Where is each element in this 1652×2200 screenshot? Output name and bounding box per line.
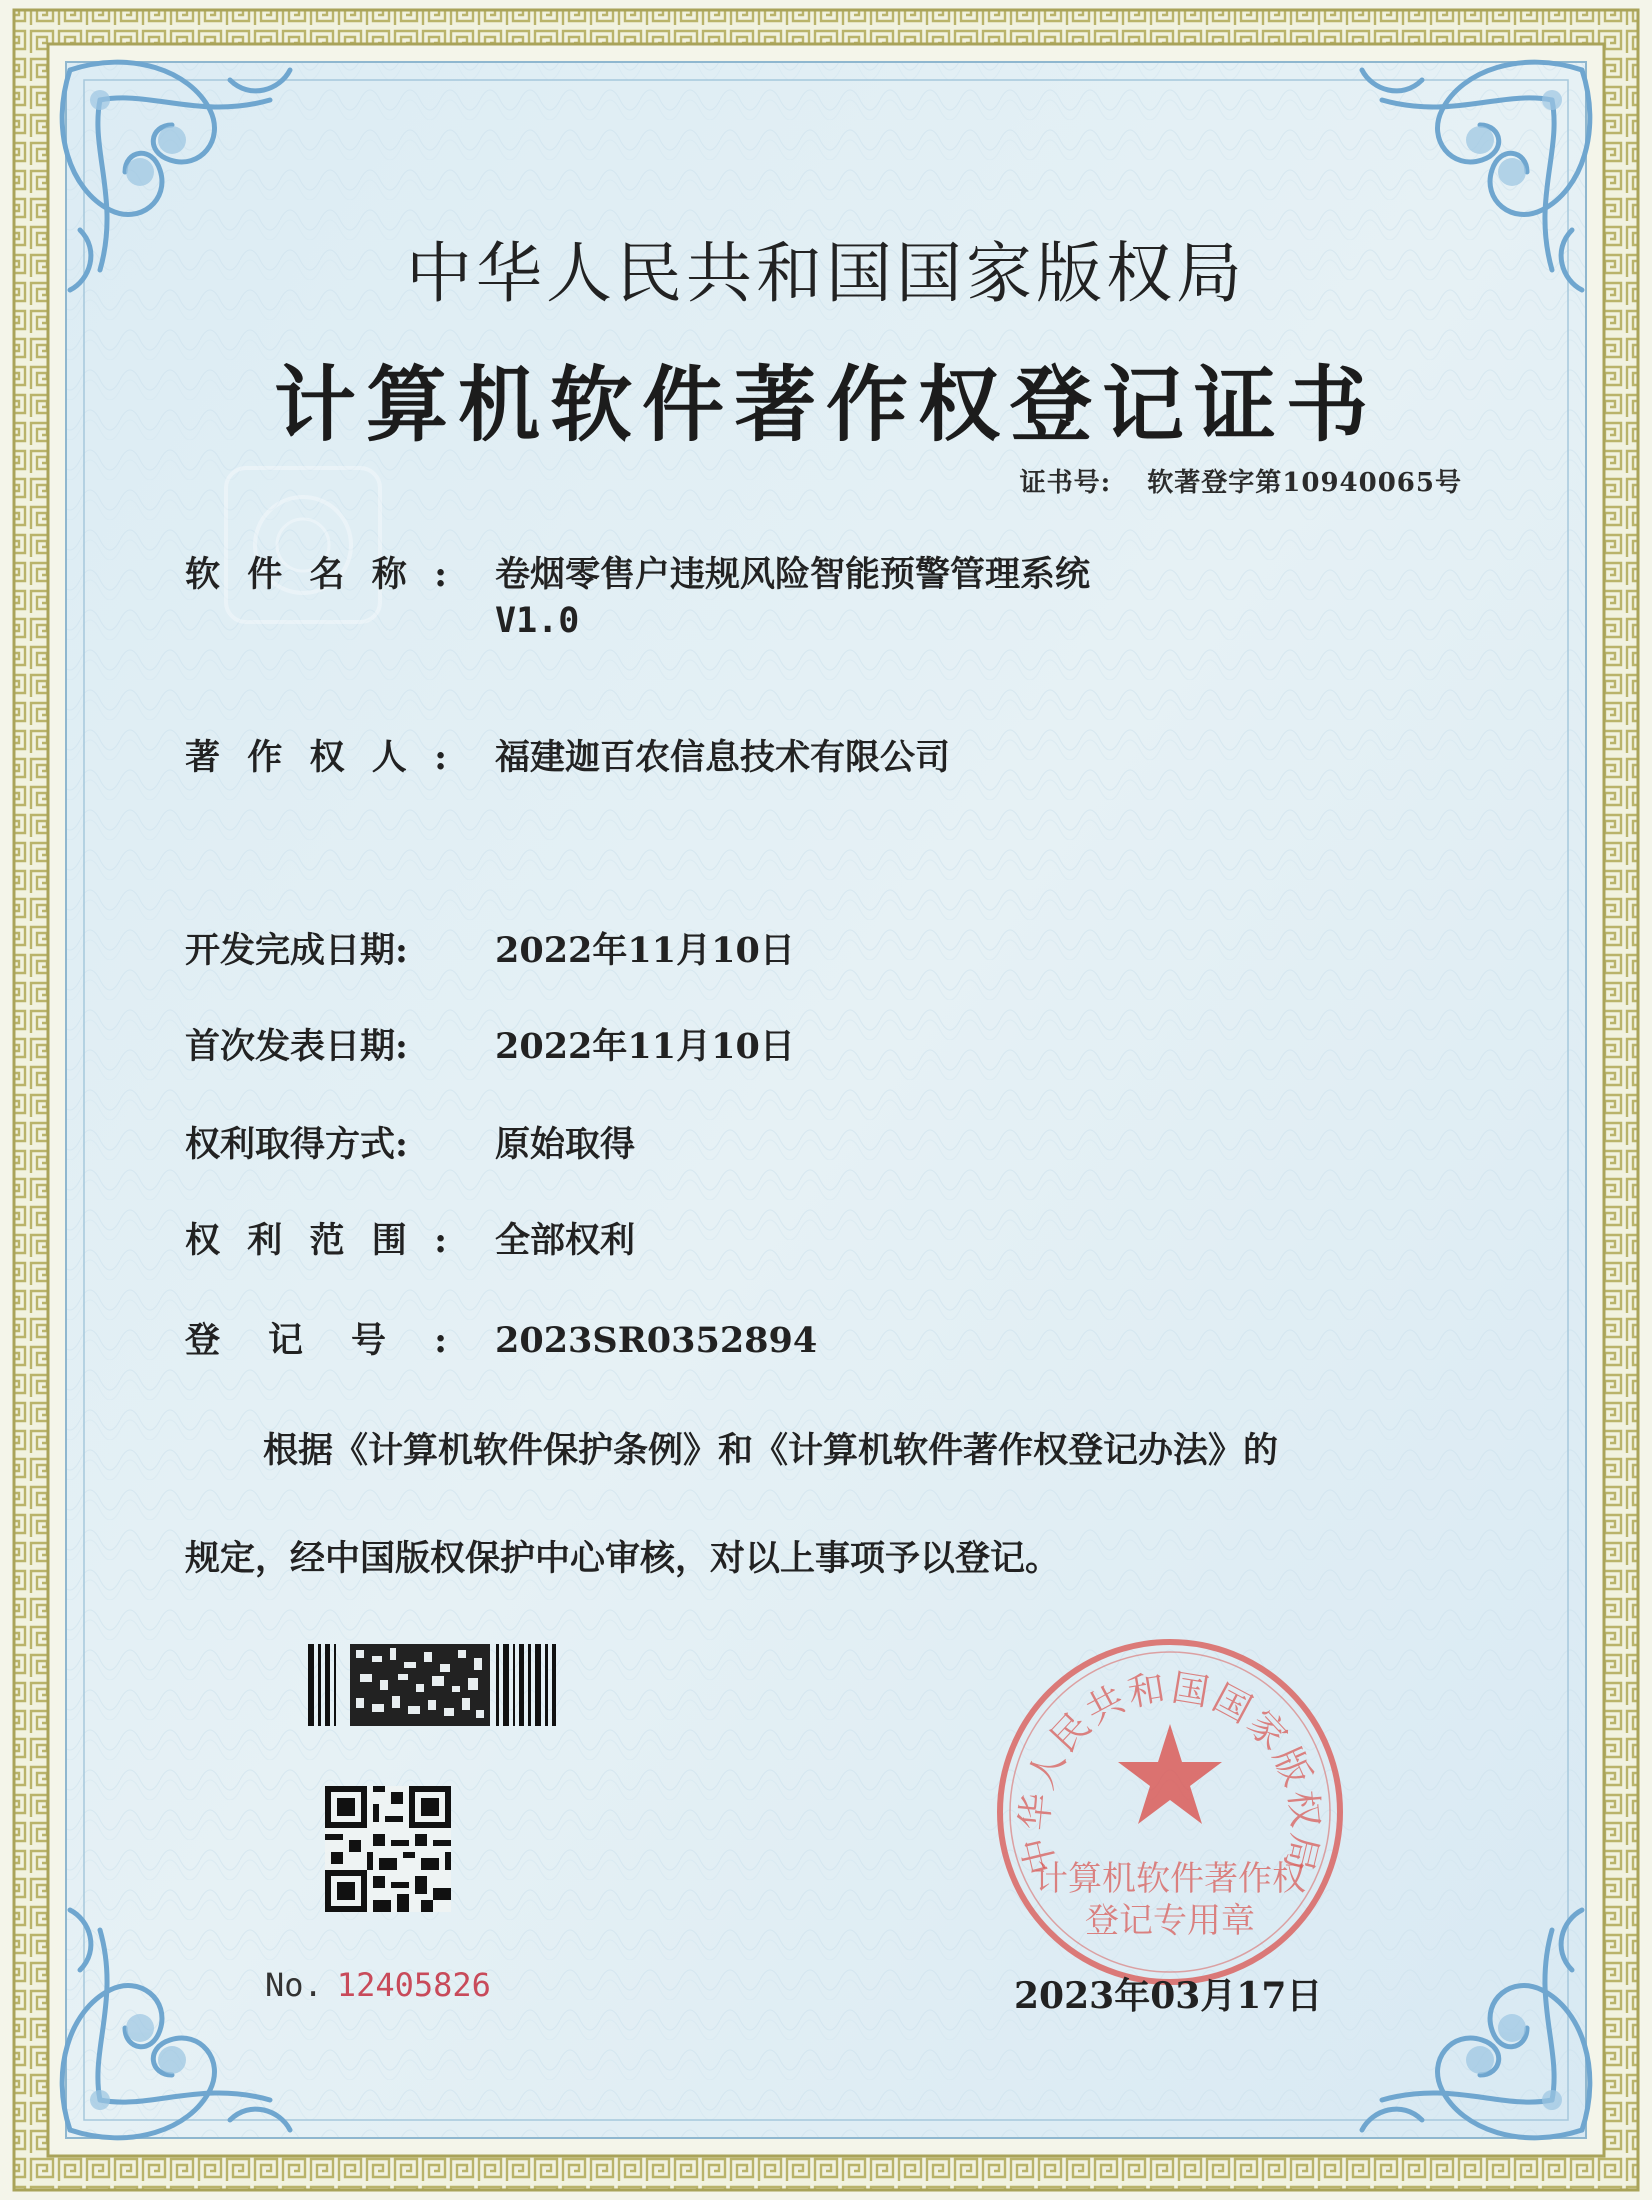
rights-scope-value: 全部权利 <box>495 1220 636 1261</box>
field-copyright-holder <box>185 735 950 781</box>
serial-number-value: 12405826 <box>336 1966 491 2004</box>
registration-number-label: 登记号: <box>185 1320 447 1361</box>
first-publication-date-value: 2022年11月10日 <box>495 1026 795 1067</box>
completion-date-value: 2022年11月10日 <box>495 930 795 971</box>
software-name-label: 软件名称: <box>185 554 447 595</box>
seal-inner-line1: 计算机软件著作权 <box>1034 1859 1306 1899</box>
field-software-name <box>185 552 1090 644</box>
field-completion-date <box>185 928 795 974</box>
certificate-number-value: 软著登字第10940065号 <box>1147 468 1462 498</box>
corner-ornament-bottom-left <box>40 1900 300 2160</box>
first-publication-date-label: 首次发表日期: <box>185 1026 408 1067</box>
software-name-value <box>495 552 1090 644</box>
seal-outer-text: 中华人民共和国国家版权局 <box>1012 1665 1328 1879</box>
completion-date-label: 开发完成日期: <box>185 930 408 971</box>
seal-star-icon <box>1118 1724 1222 1824</box>
serial-number <box>265 1966 491 2004</box>
issuer-title: 中华人民共和国国家版权局 <box>406 235 1246 312</box>
serial-prefix: No. <box>265 1966 323 2004</box>
certificate-title: 计算机软件著作权登记证书 <box>273 357 1378 453</box>
corner-ornament-bottom-right <box>1352 1900 1612 2160</box>
software-name-line1: 卷烟零售户违规风险智能预警管理系统 <box>495 554 1091 595</box>
field-acquisition-method <box>185 1122 635 1168</box>
registration-number-value: 2023SR0352894 <box>495 1320 818 1361</box>
qr-code-icon <box>325 1786 451 1912</box>
statement-line1: 根据《计算机软件保护条例》和《计算机软件著作权登记办法》的 <box>263 1430 1279 1471</box>
rights-scope-label: 权利范围: <box>185 1220 447 1261</box>
acquisition-method-label: 权利取得方式: <box>185 1124 408 1165</box>
field-rights-scope <box>185 1218 635 1264</box>
acquisition-method-value: 原始取得 <box>495 1124 636 1165</box>
field-first-publication-date <box>185 1024 795 1070</box>
copyright-holder-value: 福建迦百农信息技术有限公司 <box>495 737 951 778</box>
statement-line2: 规定，经中国版权保护中心审核，对以上事项予以登记。 <box>185 1538 1061 1579</box>
certificate-number-label: 证书号: <box>1019 468 1112 498</box>
official-seal <box>990 1632 1350 1992</box>
copyright-holder-label: 著作权人: <box>185 737 447 778</box>
seal-inner-line2: 登记专用章 <box>1085 1901 1255 1941</box>
barcode-icon <box>308 1644 556 1726</box>
certificate-number <box>1020 462 1462 499</box>
issue-date: 2023年03月17日 <box>1014 1975 1323 2017</box>
field-registration-number <box>185 1318 817 1364</box>
software-name-version: V1.0 <box>495 601 580 641</box>
